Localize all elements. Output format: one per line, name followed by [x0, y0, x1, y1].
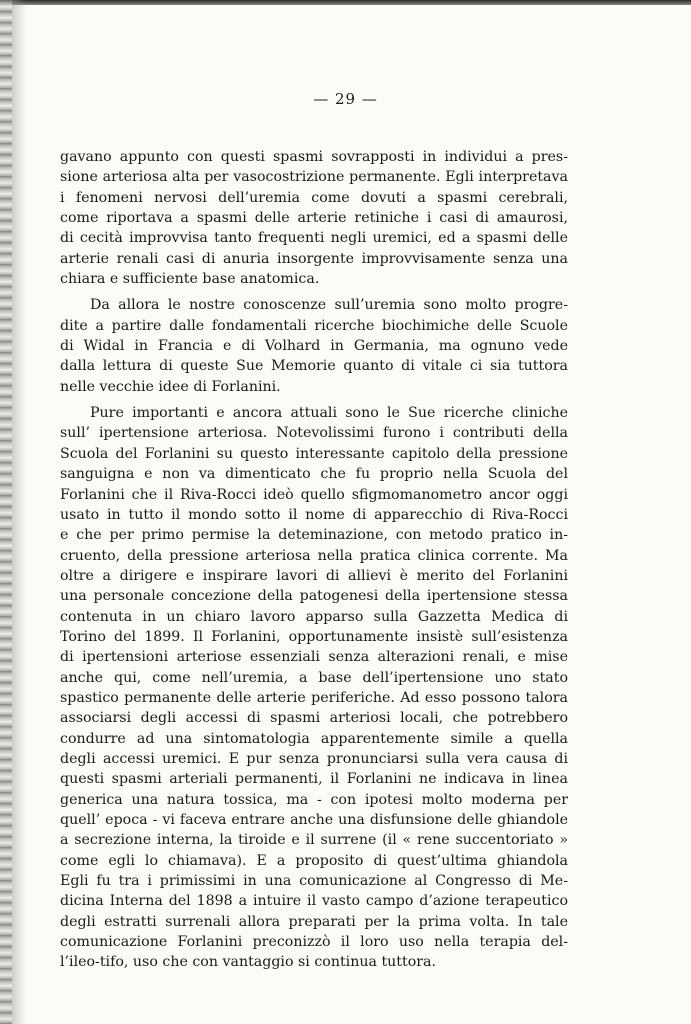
text-line: dalla lettura di queste Sue Memorie quanto di vitale ci sia tuttora — [60, 358, 568, 375]
text-line: arterie renali casi di anuria insorgente improvvisamente senza una — [60, 250, 568, 267]
text-line: Egli fu tra i primissimi in una comunicazione al Congresso di Me- — [60, 873, 568, 890]
scan-top-edge — [0, 0, 691, 5]
text-line: Da allora le nostre conoscenze sull’uremia sono molto progre- — [90, 297, 568, 314]
text-line: degli estratti surrenali allora preparati per la prima volta. In tale — [60, 913, 568, 930]
body-text — [60, 147, 568, 973]
text-line: cruento, della pressione arteriosa nella pratica clinica corrente. Ma — [60, 547, 568, 564]
text-line: di ipertensioni arteriose essenziali senza alterazioni renali, e mise — [60, 649, 568, 666]
scan-edge-shadow — [12, 0, 26, 1024]
text-line: Forlanini che il Riva-Rocci ideò quello sfigmomanometro ancor oggi — [60, 486, 568, 503]
text-line: Torino del 1899. Il Forlanini, opportunamente insistè sull’esistenza — [60, 628, 568, 645]
text-line: associarsi degli accessi di spasmi arteriosi locali, che potrebbero — [60, 710, 568, 727]
text-line: l’ileo-tifo, uso che con vantaggio si continua tuttora. — [60, 954, 436, 971]
page-number: — 29 — — [313, 90, 378, 108]
text-line: Scuola del Forlanini su questo interessante capitolo della pressione — [60, 445, 568, 462]
text-line: comunicazione Forlanini preconizzò il loro uso nella terapia del- — [60, 934, 568, 951]
text-line: come riportava a spasmi delle arterie retiniche i casi di amaurosi, — [60, 210, 568, 227]
paragraph — [60, 403, 568, 973]
text-line: nelle vecchie idee di Forlanini. — [60, 378, 281, 395]
text-line: di cecità improvvisa tanto frequenti negli uremici, ed a spasmi delle — [60, 230, 568, 247]
text-line: a secrezione interna, la tiroide e il surrene (il « rene succentoriato » — [60, 832, 568, 849]
text-line: questi spasmi arteriali permanenti, il Forlanini ne indicava in linea — [60, 771, 568, 788]
text-line: Pure importanti e ancora attuali sono le Sue ricerche cliniche — [90, 405, 568, 422]
text-line: i fenomeni nervosi dell’uremia come dovuti a spasmi cerebrali, — [60, 189, 568, 206]
text-line: una personale concezione della patogenesi della ipertensione stessa — [60, 588, 568, 605]
text-line: condurre ad una sintomatologia apparentemente simile a quella — [60, 730, 568, 747]
text-line: degli accessi uremici. E pur senza pronunciarsi sulla vera causa di — [60, 750, 568, 767]
text-line: oltre a dirigere e inspirare lavori di allievi è merito del Forlanini — [60, 567, 568, 584]
text-line: sione arteriosa alta per vasocostrizione permanente. Egli interpretava — [60, 169, 568, 186]
text-line: spastico permanente delle arterie periferiche. Ad esso possono talora — [60, 689, 568, 706]
text-line: come egli lo chiamava). E a proposito di quest’ultima ghiandola — [60, 852, 568, 869]
text-line: sanguigna e non va dimenticato che fu proprio nella Scuola del — [60, 466, 568, 483]
text-line: usato in tutto il mondo sotto il nome di apparecchio di Riva-Rocci — [60, 506, 568, 523]
text-line: e che per primo permise la deteminazione, con metodo pratico in- — [60, 527, 568, 544]
text-line: sull’ ipertensione arteriosa. Notevolissimi furono i contributi della — [60, 425, 568, 442]
text-line: di Widal in Francia e di Volhard in Germania, ma ognuno vede — [60, 338, 568, 355]
text-line: contenuta in un chiaro lavoro apparso sulla Gazzetta Medica di — [60, 608, 568, 625]
paragraph — [60, 295, 568, 397]
text-line: gavano appunto con questi spasmi sovrapposti in individui a pres- — [60, 149, 568, 165]
text-line: chiara e sufficiente base anatomica. — [60, 271, 320, 288]
text-line: quell’ epoca - vi faceva entrare anche una disfunsione delle ghiandole — [60, 812, 568, 828]
text-line: generica una natura tossica, ma - con ipotesi molto moderna per — [60, 791, 568, 808]
text-line: anche qui, come nell’uremia, a base dell’ipertensione uno stato — [60, 669, 568, 686]
scan-binding-edge — [0, 0, 12, 1024]
text-line: dicina Interna del 1898 a intuire il vasto campo d’azione terapeutico — [60, 893, 568, 910]
text-line: dite a partire dalle fondamentali ricerche biochimiche delle Scuole — [60, 317, 568, 334]
paragraph — [60, 147, 568, 289]
